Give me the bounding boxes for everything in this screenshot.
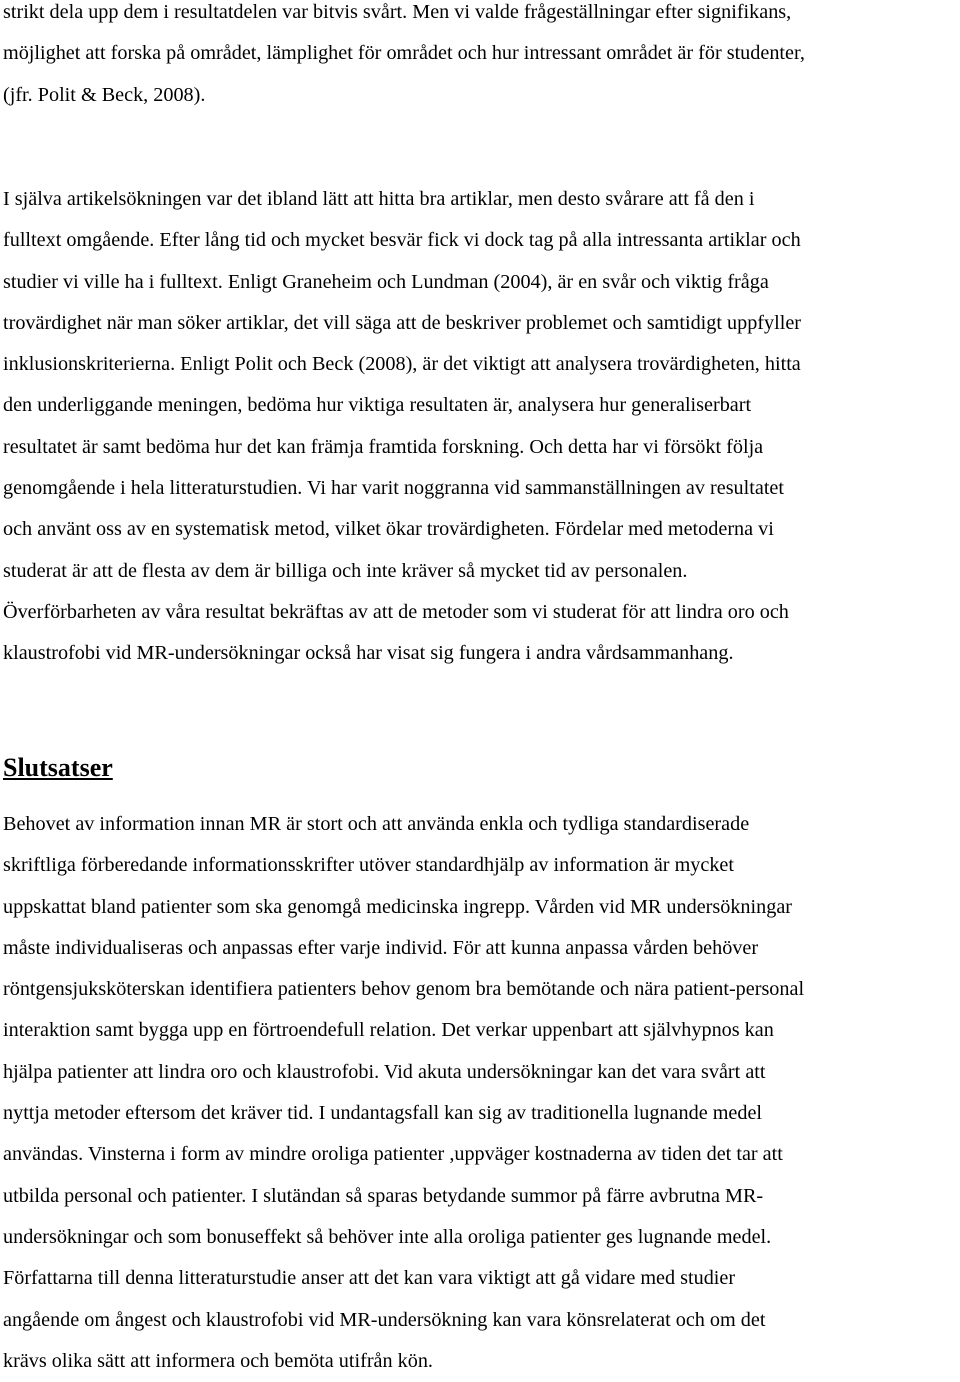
text-line: angående om ångest och klaustrofobi vid MR-undersökning kan vara könsrelaterat och om det bbox=[3, 1308, 766, 1331]
text-line: och använt oss av en systematisk metod, vilket ökar trovärdigheten. Fördelar med metoderna vi bbox=[3, 518, 774, 541]
text-line: måste individualiseras och anpassas efter varje individ. För att kunna anpassa vården behöver bbox=[3, 936, 759, 959]
text-line: I själva artikelsökningen var det ibland lätt att hitta bra artiklar, men desto svårare att få den i bbox=[3, 188, 755, 210]
text-line: strikt dela upp dem i resultatdelen var bitvis svårt. Men vi valde frågeställningar efter signifikans, bbox=[3, 1, 792, 23]
text-line: undersökningar och som bonuseffekt så behöver inte alla oroliga patienter ges lugnande medel. bbox=[3, 1225, 772, 1248]
text-line: hjälpa patienter att lindra oro och klaustrofobi. Vid akuta undersökningar kan det vara svårt att bbox=[3, 1060, 766, 1083]
section-heading: Slutsatser bbox=[3, 753, 113, 782]
text-line: skriftliga förberedande informationsskrifter utöver standardhjälp av information är mycket bbox=[3, 854, 734, 877]
text-line: Författarna till denna litteraturstudie anser att det kan vara viktigt att gå vidare med studier bbox=[3, 1267, 736, 1290]
paragraph-article-search bbox=[3, 179, 957, 675]
text-line: (jfr. Polit & Beck, 2008). bbox=[3, 83, 206, 106]
text-line: uppskattat bland patienter som ska genomgå medicinska ingrepp. Vården vid MR undersökningar bbox=[3, 895, 793, 918]
text-line: utbilda personal och patienter. I slutändan så sparas betydande summor på färre avbrutna MR- bbox=[3, 1184, 764, 1207]
text-line: användas. Vinsterna i form av mindre oroliga patienter ,uppväger kostnaderna av tiden det tar att bbox=[3, 1143, 783, 1166]
text-line: Behovet av information innan MR är stort och att använda enkla och tydliga standardiserade bbox=[3, 813, 750, 835]
text-line: genomgående i hela litteraturstudien. Vi har varit noggranna vid sammanställningen av resultatet bbox=[3, 477, 785, 500]
text-line: studerat är att de flesta av dem är billiga och inte kräver så mycket tid av personalen. bbox=[3, 559, 688, 582]
text-line: nyttja metoder eftersom det kräver tid. I undantagsfall kan sig av traditionella lugnande medel bbox=[3, 1102, 763, 1125]
text-line: röntgensjuksköterskan identifiera patienters behov genom bra bemötande och nära patient-personal bbox=[3, 978, 805, 1001]
text-line: fulltext omgående. Efter lång tid och mycket besvär fick vi dock tag på alla intressanta artiklar och bbox=[3, 229, 801, 252]
text-line: trovärdighet när man söker artiklar, det vill säga att de beskriver problemet och samtidigt uppfyller bbox=[3, 311, 802, 334]
text-line: krävs olika sätt att informera och bemöta utifrån kön. bbox=[3, 1349, 433, 1372]
text-line: Överförbarheten av våra resultat bekräftas av att de metoder som vi studerat för att lindra oro och bbox=[3, 600, 789, 623]
text-line: interaktion samt bygga upp en förtroendefull relation. Det verkar uppenbart att självhypnos kan bbox=[3, 1019, 774, 1042]
paragraph-method-discussion bbox=[3, 0, 957, 116]
text-line: studier vi ville ha i fulltext. Enligt Graneheim och Lundman (2004), är en svår och viktig fråga bbox=[3, 270, 769, 293]
text-line: möjlighet att forska på området, lämplighet för området och hur intressant området är för studenter, bbox=[3, 42, 805, 65]
text-line: resultatet är samt bedöma hur det kan främja framtida forskning. Och detta har vi försökt följa bbox=[3, 435, 764, 458]
paragraph-conclusions bbox=[3, 804, 957, 1382]
text-line: klaustrofobi vid MR-undersökningar också har visat sig fungera i andra vårdsammanhang. bbox=[3, 642, 734, 665]
text-line: inklusionskriterierna. Enligt Polit och Beck (2008), är det viktigt att analysera trovärdigheten, hitta bbox=[3, 353, 801, 376]
text-line: den underliggande meningen, bedöma hur viktiga resultaten är, analysera hur generaliserbart bbox=[3, 394, 752, 417]
